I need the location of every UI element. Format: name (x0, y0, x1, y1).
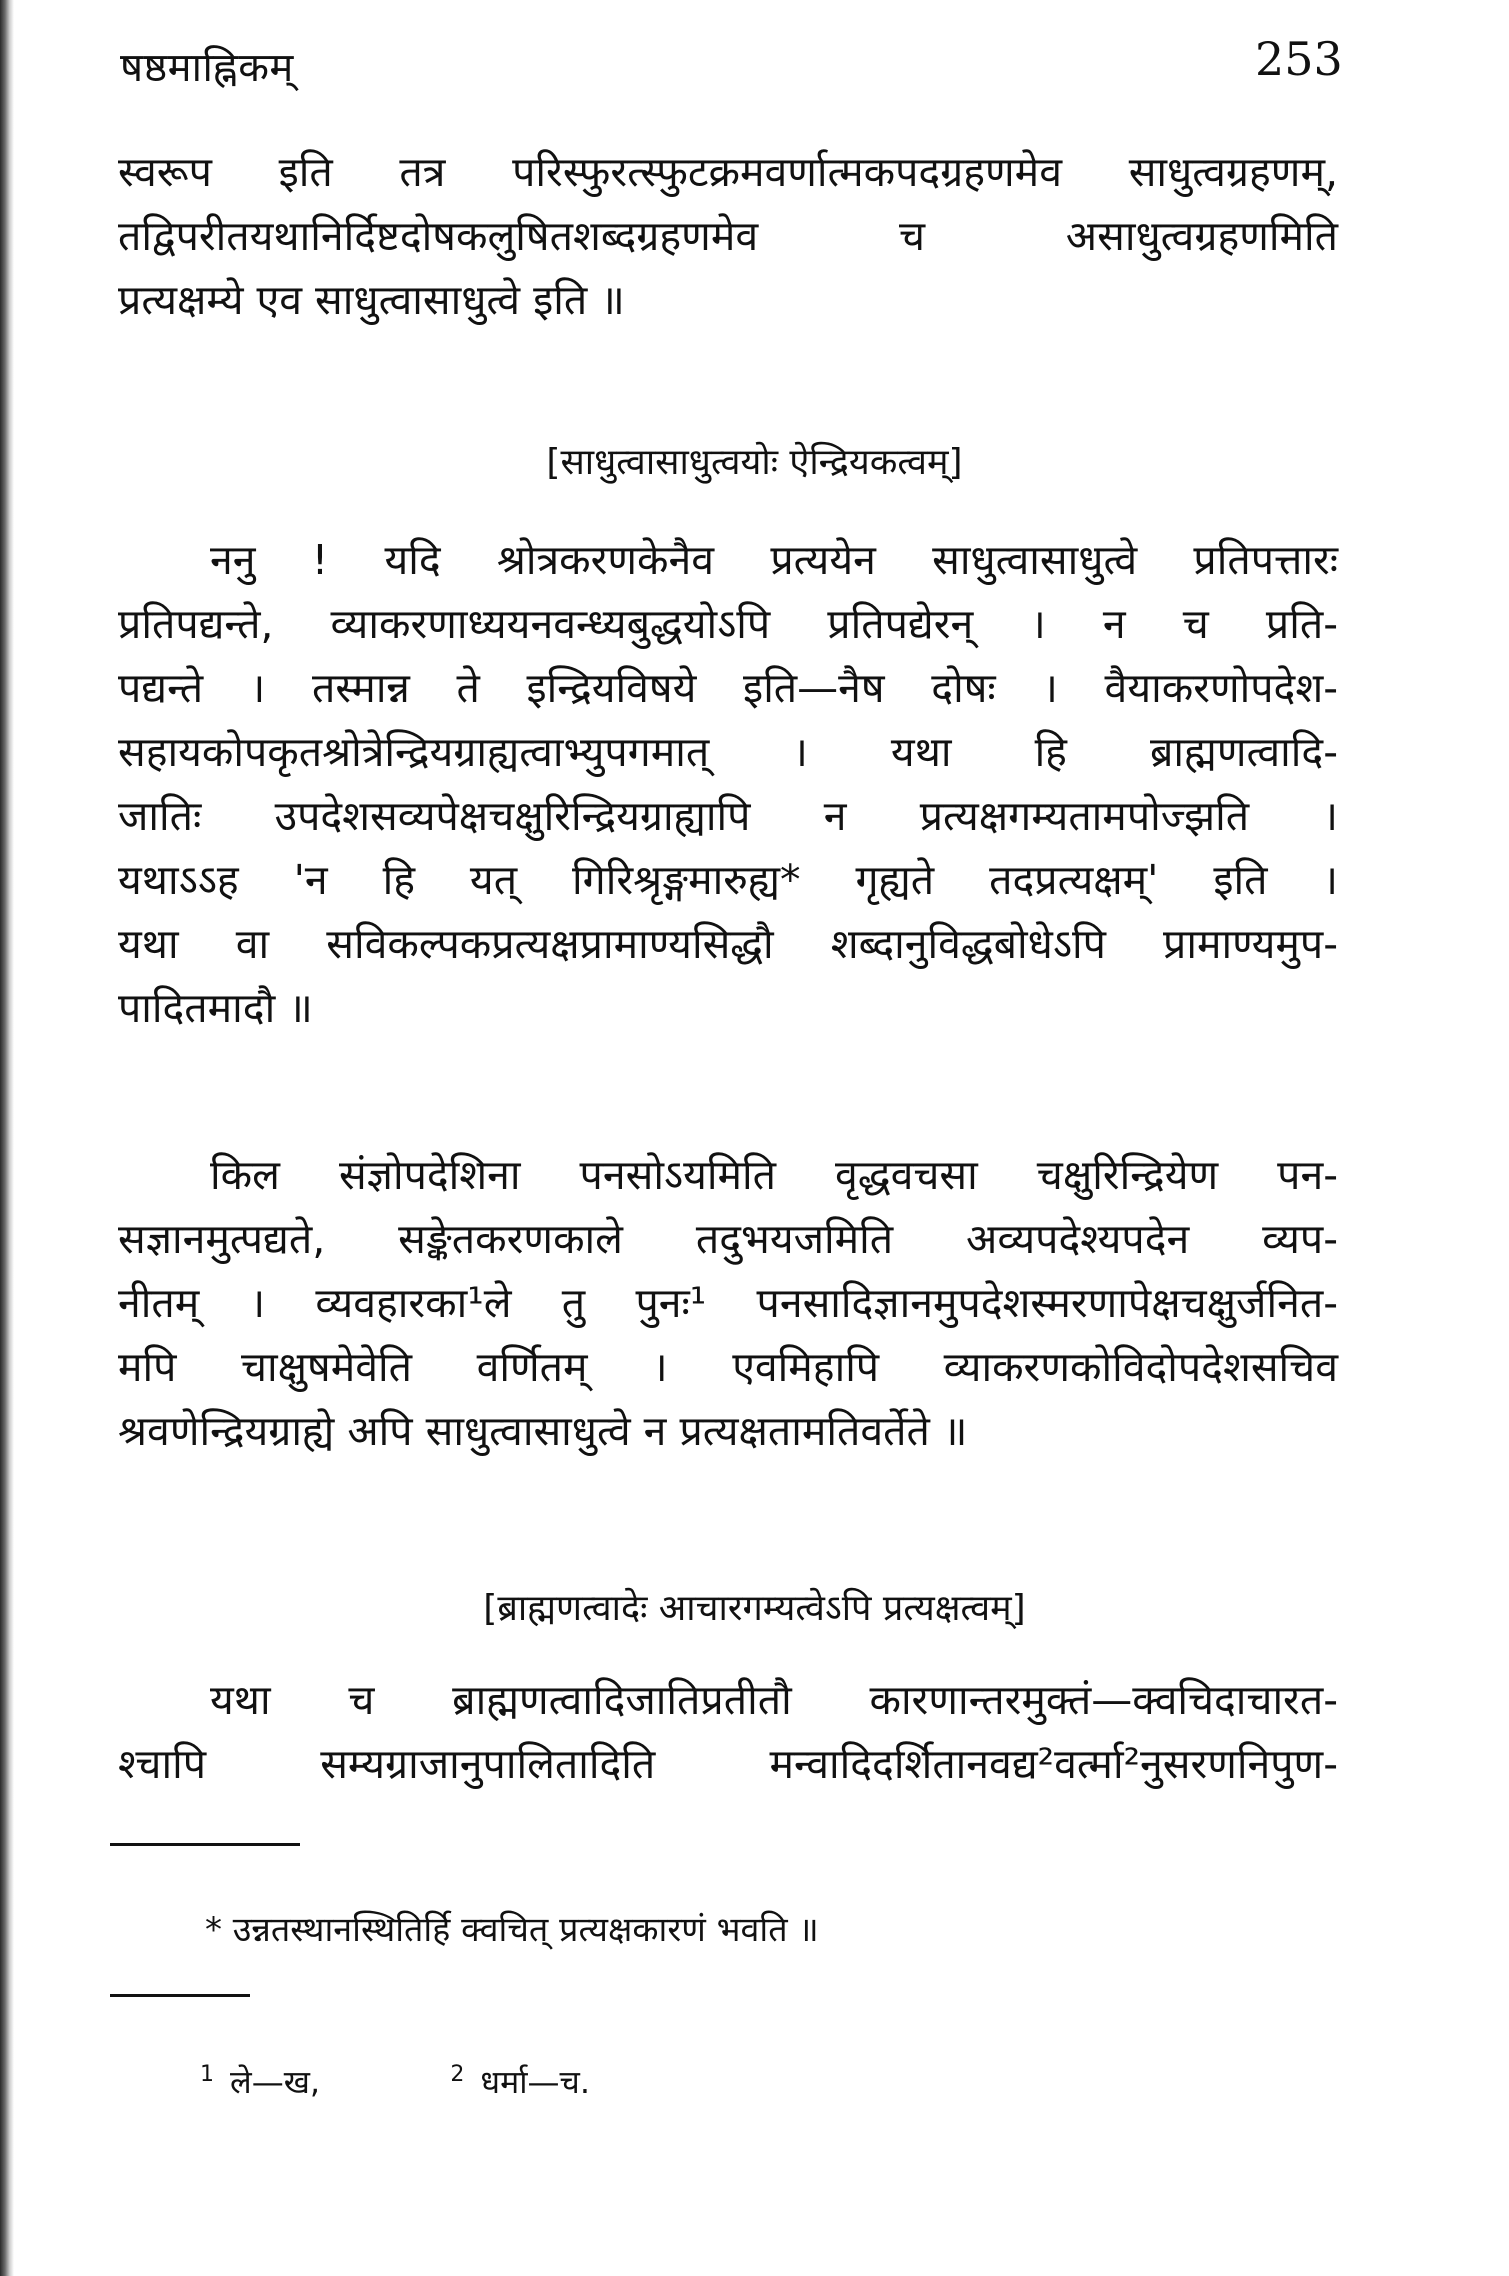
text-line: पद्यन्ते । तस्मान्न ते इन्द्रियविषये इति—नैष दोषः । वैयाकरणोपदेश- (118, 664, 1338, 712)
variant-mark: 2 (450, 2062, 465, 2088)
scan-binding-shadow (0, 0, 14, 2276)
text-line: ननु ! यदि श्रोत्रकरणकेनैव प्रत्ययेन साधुत्वासाधुत्वे प्रतिपत्तारः (210, 536, 1338, 584)
text-line: सज्ञानमुत्पद्यते, सङ्केतकरणकाले तदुभयजमिति अव्यपदेश्यपदेन व्यप- (118, 1215, 1338, 1263)
text-line: यथाऽऽह 'न हि यत् गिरिश्रृङ्गमारुह्य* गृह्यते तदप्रत्यक्षम्' इति । (118, 856, 1338, 904)
variants-separator (110, 1994, 250, 1997)
variant-readings (200, 2060, 590, 2103)
text-line: यथा वा सविकल्पकप्रत्यक्षप्रामाण्यसिद्धौ शब्दानुविद्धबोधेऽपि प्रामाण्यमुप- (118, 920, 1338, 968)
section-heading-2: [ब्राह्मणत्वादेः आचारगम्यत्वेऽपि प्रत्यक्षत्वम्] (483, 1588, 1026, 1629)
text-line: प्रतिपद्यन्ते, व्याकरणाध्ययनवन्ध्यबुद्धयोऽपि प्रतिपद्येरन् । न च प्रति- (118, 600, 1338, 648)
paragraph-3 (118, 1143, 1338, 1463)
text-line: श्चापि सम्यग्राजानुपालितादिति मन्वादिदर्शितानवद्य²वर्त्मा²नुसरणनिपुण- (118, 1740, 1338, 1788)
text-line: पादितमादौ ॥ (118, 984, 313, 1032)
paragraph-2 (118, 528, 1338, 1040)
section-heading-1: [साधुत्वासाधुत्वयोः ऐन्द्रियकत्वम्] (546, 442, 963, 483)
footnote: * उन्नतस्थानस्थितिर्हि क्वचित् प्रत्यक्षकारणं भवति ॥ (205, 1910, 819, 1950)
text-line: प्रत्यक्षम्ये एव साधुत्वासाधुत्वे इति ॥ (118, 276, 625, 324)
text-line: स्वरूप इति तत्र परिस्फुरत्स्फुटक्रमवर्णात्मकपदग्रहणमेव साधुत्वग्रहणम्, (118, 148, 1338, 196)
running-head: षष्ठमाह्निकम् (120, 45, 294, 91)
text-line: श्रवणेन्द्रियग्राह्ये अपि साधुत्वासाधुत्वे न प्रत्यक्षतामतिवर्तेते ॥ (118, 1407, 968, 1455)
paragraph-4 (118, 1668, 1338, 1796)
text-line: यथा च ब्राह्मणत्वादिजातिप्रतीतौ कारणान्तरमुक्तं—क्वचिदाचारत- (210, 1676, 1338, 1724)
text-line: किल संज्ञोपदेशिना पनसोऽयमिति वृद्धवचसा चक्षुरिन्द्रियेण पन- (210, 1151, 1338, 1199)
page-number: 253 (1255, 32, 1343, 86)
variant-text: ले—ख, (230, 2063, 321, 2101)
text-line: मपि चाक्षुषमेवेति वर्णितम् । एवमिहापि व्याकरणकोविदोपदेशसचिव (118, 1343, 1338, 1391)
text-line: जातिः उपदेशसव्यपेक्षचक्षुरिन्द्रियग्राह्यापि न प्रत्यक्षगम्यतामपोज्झति । (118, 792, 1338, 840)
footnote-separator (110, 1843, 300, 1846)
variant-text: धर्मा—च. (480, 2063, 590, 2101)
text-line: सहायकोपकृतश्रोत्रेन्द्रियग्राह्यत्वाभ्युपगमात् । यथा हि ब्राह्मणत्वादि- (118, 728, 1338, 776)
text-line: तद्विपरीतयथानिर्दिष्टदोषकलुषितशब्दग्रहणमेव च असाधुत्वग्रहणमिति (118, 212, 1338, 260)
text-line: नीतम् । व्यवहारका¹ले तु पुनः¹ पनसादिज्ञानमुपदेशस्मरणापेक्षचक्षुर्जनित- (118, 1279, 1338, 1327)
variant-mark: 1 (200, 2062, 214, 2088)
paragraph-1 (118, 140, 1338, 332)
